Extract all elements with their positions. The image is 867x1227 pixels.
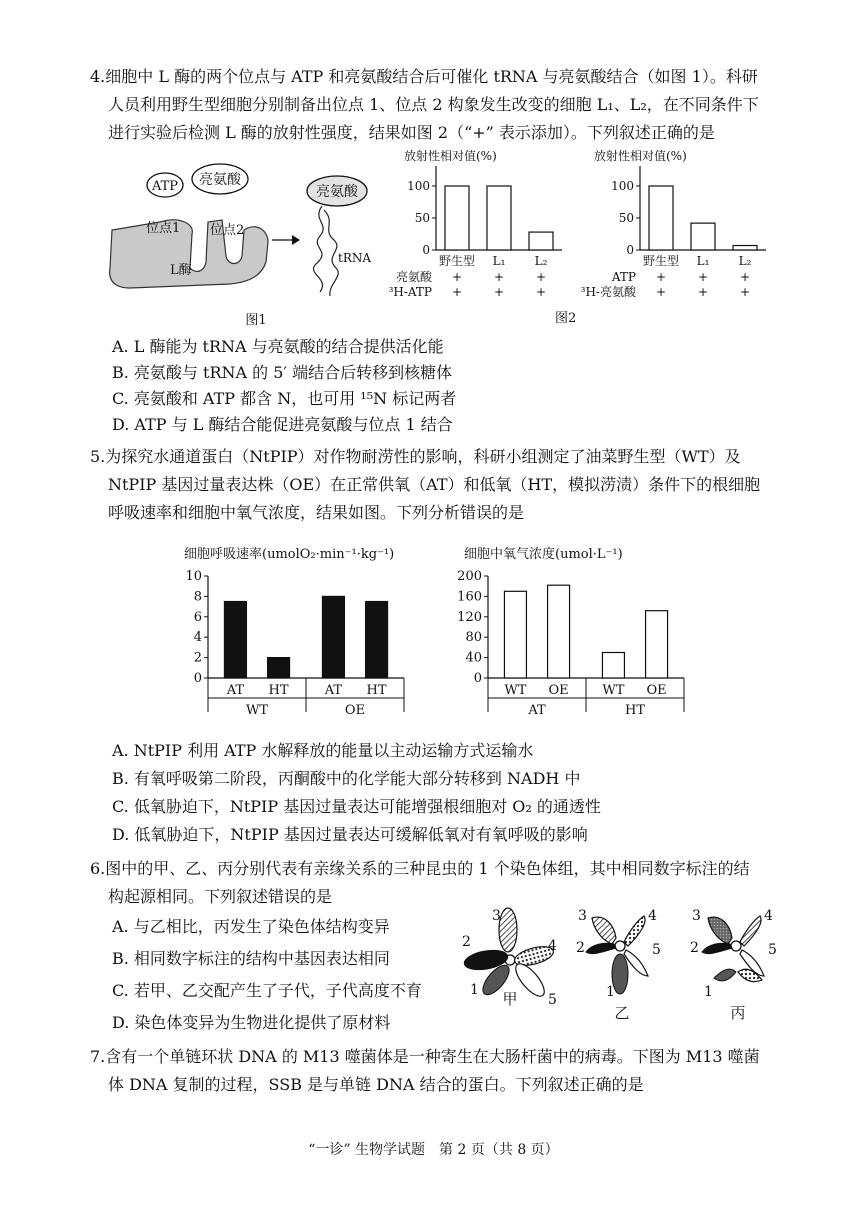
chromosome-4	[624, 916, 645, 946]
y-axis-title: 细胞中氧气浓度(umol·L⁻¹)	[464, 547, 623, 562]
x-tick-label: HT	[366, 683, 387, 698]
condition-mark: +	[655, 285, 667, 299]
x-tick-label: L₂	[738, 254, 752, 268]
y-tick-label: 8	[193, 589, 202, 605]
x-tick-label: AT	[226, 683, 245, 698]
q6-option-d[interactable]: D. 染色体变异为生物进化提供了原材料	[112, 1013, 391, 1032]
y-tick-label: 2	[193, 650, 202, 666]
q5-option-b[interactable]: B. 有氧呼吸第二阶段，丙酮酸中的化学能大部分转移到 NADH 中	[112, 769, 581, 788]
q5-option-d[interactable]: D. 低氧胁迫下，NtPIP 基因过量表达可缓解低氧对有氧呼吸的影响	[112, 825, 588, 844]
y-tick-label: 160	[457, 589, 482, 605]
y-tick-label: 40	[465, 650, 482, 666]
y-tick-label: 80	[465, 630, 482, 646]
group-label: HT	[624, 703, 646, 718]
q4-stem-line-3: 进行实验后检测 L 酶的放射性强度，结果如图 2（“+” 表示添加）。下列叙述正确的是	[108, 123, 715, 142]
x-tick-label: L₂	[534, 254, 548, 268]
label-jia: 甲	[502, 990, 518, 1008]
q4-option-d[interactable]: D. ATP 与 L 酶结合能促进亮氨酸与位点 1 结合	[112, 415, 453, 434]
label-bing: 丙	[730, 1004, 746, 1022]
x-tick-label: AT	[324, 683, 343, 698]
q6-stem-line-2: 构起源相同。下列叙述错误的是	[108, 887, 333, 906]
q4-option-a[interactable]: A. L 酶能为 tRNA 与亮氨酸的结合提供活化能	[112, 337, 444, 356]
chromosome-4	[740, 916, 761, 946]
y-tick-label: 4	[193, 630, 202, 646]
chromosome-3	[708, 917, 732, 944]
chromosome-set-bing	[690, 908, 777, 1022]
group-label: WT	[245, 703, 269, 718]
y-tick-label: 6	[193, 609, 202, 625]
condition-mark: +	[493, 285, 505, 299]
respiration-rate-chart	[170, 540, 430, 720]
trna-strand	[314, 206, 339, 296]
label-1: 1	[470, 982, 479, 998]
chromosome-3	[499, 908, 517, 952]
label-5: 5	[768, 942, 777, 958]
q6-option-c[interactable]: C. 若甲、乙交配产生了子代，子代高度不育	[112, 981, 422, 1000]
condition-mark: +	[535, 285, 547, 299]
leucine-label: 亮氨酸	[199, 172, 241, 188]
y-tick-label: 120	[457, 609, 482, 625]
condition-mark: +	[739, 270, 751, 284]
site2-label: 位点2	[210, 223, 245, 238]
condition-mark: +	[739, 285, 751, 299]
q6-stem-line-1: 6.图中的甲、乙、丙分别代表有亲缘关系的三种昆虫的 1 个染色体组，其中相同数字标注的结	[90, 859, 750, 878]
y-tick-label: 100	[611, 179, 634, 193]
condition-mark: +	[451, 285, 463, 299]
x-tick-label: OE	[548, 683, 569, 698]
bar	[649, 186, 673, 250]
bar	[322, 596, 344, 678]
oxygen-concentration-chart	[450, 540, 710, 720]
label-5: 5	[548, 992, 557, 1008]
chromosome-2	[702, 943, 732, 953]
q4-stem-line-1: 4.细胞中 L 酶的两个位点与 ATP 和亮氨酸结合后可催化 tRNA 与亮氨酸结合（如图 1）。科研	[90, 67, 758, 86]
enzyme-label: L酶	[170, 263, 192, 278]
bar	[691, 223, 715, 250]
figure-1-caption: 图1	[245, 313, 267, 328]
bar	[602, 653, 624, 679]
q5-option-a[interactable]: A. NtPIP 利用 ATP 水解释放的能量以主动运输方式运输水	[112, 741, 534, 760]
x-tick-label: L₁	[696, 254, 710, 268]
chromosome-set-figure	[452, 900, 792, 1025]
q6-option-b[interactable]: B. 相同数字标注的结构中基因表达相同	[112, 949, 390, 968]
arrow-head	[292, 235, 300, 245]
bar	[366, 602, 388, 679]
figure-2-caption: 图2	[555, 311, 577, 326]
figure-2-chart-1	[388, 148, 590, 308]
site1-label: 位点1	[146, 221, 181, 236]
label-5: 5	[652, 942, 661, 958]
q7-stem-line-2: 体 DNA 复制的过程，SSB 是与单链 DNA 结合的蛋白。下列叙述正确的是	[108, 1075, 644, 1094]
q4-option-c[interactable]: C. 亮氨酸和 ATP 都含 N，也可用 ¹⁵N 标记两者	[112, 389, 457, 408]
q5-stem-line-3: 呼吸速率和细胞中氧气浓度，结果如图。下列分析错误的是	[108, 503, 525, 522]
leucine2-label: 亮氨酸	[316, 184, 358, 200]
q5-option-c[interactable]: C. 低氧胁迫下，NtPIP 基因过量表达可能增强根细胞对 O₂ 的通透性	[112, 797, 601, 816]
condition-mark: +	[655, 270, 667, 284]
chromosome-set-jia	[462, 908, 557, 1008]
page-footer: “一诊” 生物学试题 第 2 页（共 8 页）	[308, 1142, 559, 1158]
figure-2-chart-2	[580, 148, 790, 308]
label-2: 2	[576, 940, 585, 956]
y-axis-title: 放射性相对值(%)	[404, 149, 497, 163]
condition-mark: +	[535, 270, 547, 284]
x-tick-label: WT	[504, 683, 527, 698]
y-tick-label: 10	[185, 569, 202, 584]
centromere	[731, 941, 741, 951]
centromere	[615, 941, 625, 951]
y-tick-label: 200	[457, 569, 482, 584]
bar	[548, 585, 570, 678]
bar	[733, 246, 757, 250]
label-4: 4	[764, 908, 773, 924]
condition-label: ³H-ATP	[388, 285, 432, 299]
label-3: 3	[492, 908, 501, 924]
label-1: 1	[704, 984, 713, 1000]
atp-label: ATP	[151, 179, 179, 194]
q5-stem-line-2: NtPIP 基因过量表达株（OE）在正常供氧（AT）和低氧（HT，模拟涝渍）条件下的根细胞	[108, 475, 761, 494]
bar	[646, 611, 668, 678]
q4-option-b[interactable]: B. 亮氨酸与 tRNA 的 5′ 端结合后转移到核糖体	[112, 363, 453, 382]
x-tick-label: WT	[602, 683, 625, 698]
y-tick-label: 100	[407, 179, 430, 193]
x-tick-label: L₁	[492, 254, 506, 268]
q6-option-a[interactable]: A. 与乙相比，丙发生了染色体结构变异	[112, 917, 390, 936]
q5-stem-line-1: 5.为探究水通道蛋白（NtPIP）对作物耐涝性的影响，科研小组测定了油菜野生型（WT）及	[90, 447, 741, 466]
x-tick-label: 野生型	[438, 254, 476, 268]
bar	[268, 658, 290, 678]
label-3: 3	[578, 908, 587, 924]
y-axis-title: 细胞呼吸速率(umolO₂·min⁻¹·kg⁻¹)	[184, 547, 395, 562]
x-tick-label: HT	[268, 683, 289, 698]
bar	[445, 186, 469, 250]
condition-label: 亮氨酸	[395, 270, 432, 284]
condition-mark: +	[451, 270, 463, 284]
y-tick-label: 0	[473, 671, 482, 686]
y-tick-label: 50	[414, 211, 430, 225]
y-tick-label: 0	[422, 243, 430, 257]
bar	[224, 602, 246, 679]
y-axis-title: 放射性相对值(%)	[594, 149, 687, 163]
q4-stem-line-2: 人员利用野生型细胞分别制备出位点 1、位点 2 构象发生改变的细胞 L₁、L₂，在不同条件下	[108, 95, 759, 114]
label-yi: 乙	[614, 1004, 630, 1022]
bar	[529, 232, 553, 250]
chromosome-set-yi	[576, 908, 661, 1022]
condition-label: ATP	[611, 270, 636, 284]
bar	[487, 186, 511, 250]
chromosome-2	[586, 943, 616, 953]
label-1: 1	[606, 984, 615, 1000]
y-tick-label: 50	[618, 211, 634, 225]
x-tick-label: OE	[646, 683, 667, 698]
figure-1	[100, 150, 400, 330]
trna-label: tRNA	[338, 251, 372, 265]
x-tick-label: 野生型	[642, 254, 680, 268]
label-3: 3	[692, 908, 701, 924]
group-label: AT	[528, 703, 546, 718]
chromosome-1-left	[714, 969, 736, 981]
q7-stem-line-1: 7.含有一个单链环状 DNA 的 M13 噬菌体是一种寄生在大肠杆菌中的病毒。下图为 M13 噬菌	[90, 1047, 760, 1066]
y-tick-label: 0	[193, 671, 202, 686]
condition-mark: +	[697, 270, 709, 284]
label-2: 2	[690, 940, 699, 956]
condition-label: ³H-亮氨酸	[580, 285, 636, 299]
group-label: OE	[344, 703, 366, 718]
label-4: 4	[648, 908, 657, 924]
bar	[504, 591, 526, 678]
condition-mark: +	[493, 270, 505, 284]
chromosome-3	[592, 917, 616, 944]
condition-mark: +	[697, 285, 709, 299]
label-2: 2	[462, 934, 471, 950]
y-tick-label: 0	[626, 243, 634, 257]
label-4: 4	[548, 938, 557, 954]
